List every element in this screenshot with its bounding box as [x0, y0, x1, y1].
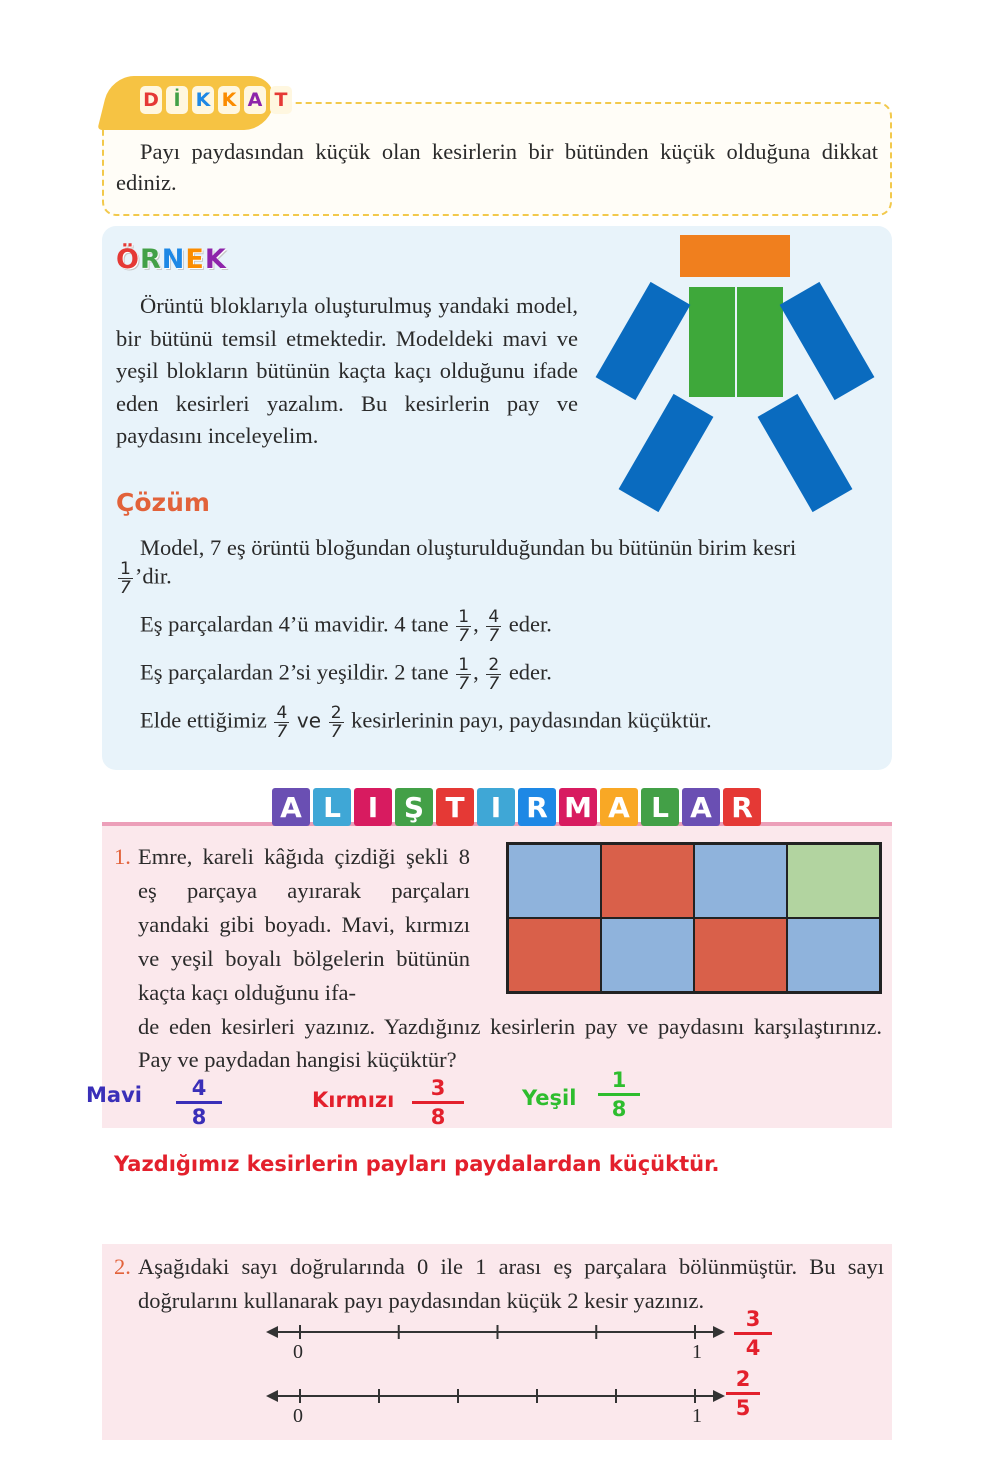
title-letter: I	[477, 788, 515, 826]
dikkat-text: Payı paydasından küçük olan kesirlerin bir bütünden küçük olduğuna dikkat ediniz.	[116, 139, 878, 195]
number-line-2-start: 0	[293, 1405, 303, 1427]
cozum-line-2: Eş parçalardan 4’ü mavidir. 4 tane $\frac{1}{7}$ , $\frac{4}{7}$ eder.	[140, 607, 552, 646]
title-letter: Ö	[116, 244, 139, 275]
answer-label-kirmizi: Kırmızı	[312, 1088, 395, 1112]
exercise-2-text: 2. Aşağıdaki sayı doğrularında 0 ile 1 arası eş parçalara bölünmüştür. Bu sayı doğrularını kullanarak payı paydasından küçük 2 kesir yazınız.	[114, 1250, 884, 1318]
title-letter: R	[518, 788, 556, 826]
fraction: $\frac{2}{7}$	[330, 703, 342, 742]
cozum-line-1-cont: $\frac{1}{7}$ ’dir.	[120, 559, 172, 598]
answer-fraction-yesil: 1 8	[598, 1069, 640, 1120]
number-line-1-end: 1	[692, 1341, 702, 1363]
title-letter: K	[204, 244, 226, 275]
fraction: $\frac{1}{7}$	[120, 559, 131, 598]
fraction: $\frac{1}{7}$	[458, 607, 470, 646]
title-letter: M	[559, 788, 597, 826]
green-block	[737, 287, 783, 397]
dikkat-title	[140, 86, 292, 114]
title-letter: A	[244, 86, 266, 114]
title-letter: T	[436, 788, 474, 826]
grid-cell	[508, 844, 601, 918]
cozum-line-4: Elde ettiğimiz $\frac{4}{7}$ ve $\frac{2}{7}$ kesirlerinin payı, paydasından küçüktür.	[140, 703, 712, 742]
cozum-title: Çözüm	[116, 488, 210, 517]
exercise-1-number: 1.	[114, 844, 131, 869]
exercise-1-text-cont: de eden kesirleri yazınız. Yazdığınız kesirlerin pay ve paydasını karşılaştırınız. Pay ve paydadan hangisi küçüktür?	[138, 1014, 882, 1072]
title-letter: E	[185, 244, 204, 275]
title-letter: A	[600, 788, 638, 826]
grid-cell	[694, 918, 787, 992]
number-line-2-answer: 2 5	[726, 1368, 760, 1419]
title-letter: K	[218, 86, 240, 114]
title-letter: A	[272, 788, 310, 826]
title-letter: A	[682, 788, 720, 826]
alistirmalar-banner	[272, 788, 761, 826]
fraction: $\frac{2}{7}$	[488, 655, 500, 694]
fraction: $\frac{1}{7}$	[458, 655, 470, 694]
grid-cell	[601, 918, 694, 992]
grid-cell	[694, 844, 787, 918]
answer-fraction-kirmizi: 3 8	[412, 1077, 464, 1128]
number-line-1-start: 0	[293, 1341, 303, 1363]
exercise-1-conclusion: Yazdığımız kesirlerin payları paydalardan küçüktür.	[114, 1152, 720, 1176]
answer-label-yesil: Yeşil	[522, 1086, 577, 1110]
grid-cell	[787, 844, 880, 918]
title-letter: Ş	[395, 788, 433, 826]
title-letter: İ	[166, 86, 188, 114]
title-letter: T	[270, 86, 292, 114]
title-letter: L	[313, 788, 351, 826]
grid-cell	[601, 844, 694, 918]
fraction: $\frac{4}{7}$	[488, 607, 500, 646]
number-line-1-answer: 3 4	[734, 1308, 772, 1359]
ornek-title	[116, 244, 226, 275]
fraction: $\frac{4}{7}$	[276, 703, 288, 742]
ornek-text: Örüntü bloklarıyla oluşturulmuş yandaki model, bir bütünü temsil etmektedir. Modeldeki mavi ve yeşil blokların bütünün kaçta kaçı olduğunu ifade eden kesirleri yazalım. Bu kesirlerin pay ve paydasını inceleyelim.	[116, 293, 578, 448]
title-letter: R	[723, 788, 761, 826]
answer-label-mavi: Mavi	[86, 1083, 142, 1107]
title-letter: N	[161, 244, 185, 275]
title-letter: R	[139, 244, 161, 275]
number-line-2-end: 1	[692, 1405, 702, 1427]
cozum-line-1: Model, 7 eş örüntü bloğundan oluşturulduğundan bu bütünün birim kesri	[140, 535, 797, 560]
title-letter: K	[192, 86, 214, 114]
number-lines	[262, 1316, 732, 1426]
exercise-1-text: 1. Emre, kareli kâğıda çizdiği şekli 8 eş parçaya ayırarak parçaları yandaki gibi boyadı. Mavi, kırmızı ve yeşil boyalı bölgelerin bütünün kaçta kaçı olduğunu ifa-	[114, 840, 470, 1010]
title-letter: L	[641, 788, 679, 826]
title-letter: I	[354, 788, 392, 826]
grid-cell	[787, 918, 880, 992]
number-line-1	[266, 1325, 725, 1339]
orange-block	[680, 235, 790, 277]
title-letter: D	[140, 86, 162, 114]
number-line-2	[266, 1389, 725, 1403]
answer-fraction-mavi: 4 8	[176, 1077, 222, 1128]
colored-grid	[506, 842, 882, 994]
grid-cell	[508, 918, 601, 992]
green-block	[689, 287, 735, 397]
cozum-line-3: Eş parçalardan 2’si yeşildir. 2 tane $\frac{1}{7}$ , $\frac{2}{7}$ eder.	[140, 655, 552, 694]
exercise-2-number: 2.	[114, 1254, 131, 1279]
